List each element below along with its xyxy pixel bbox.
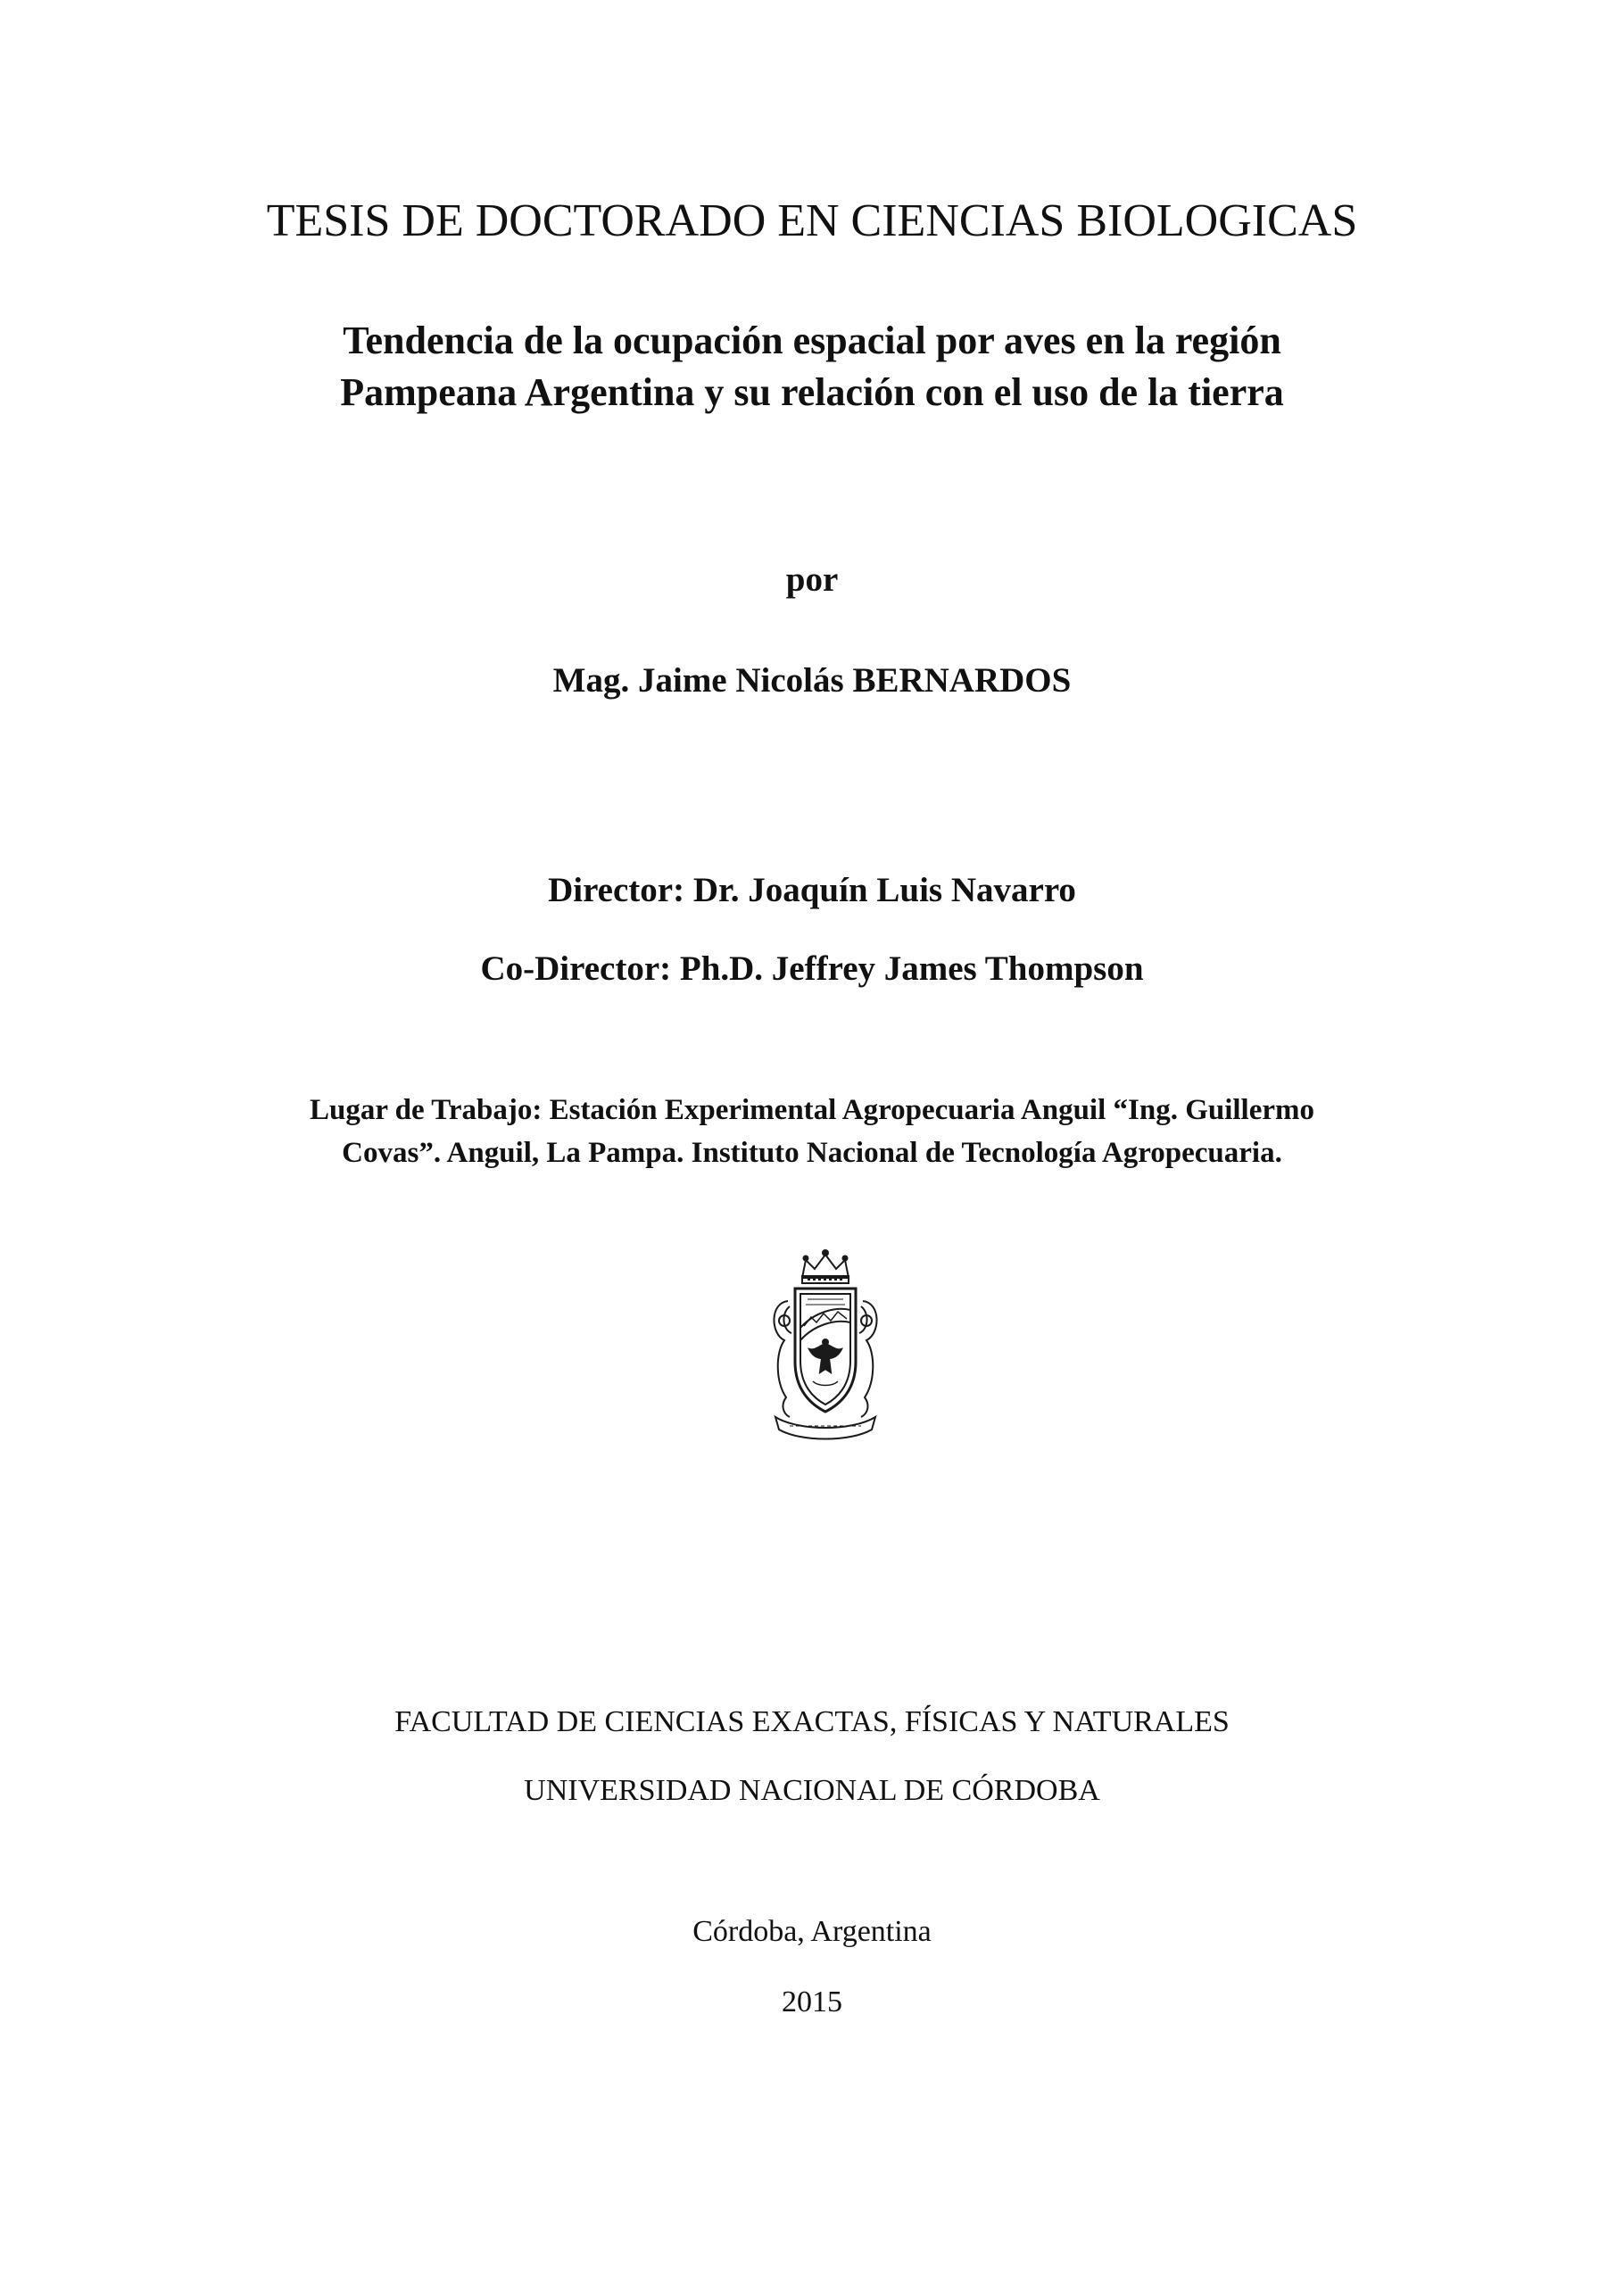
workplace-line-1: Lugar de Trabajo: Estación Experimental Agropecuaria Anguil “Ing. Guillermo bbox=[309, 1094, 1315, 1126]
degree-heading: TESIS DE DOCTORADO EN CIENCIAS BIOLOGICAS bbox=[266, 195, 1358, 246]
author-name: Mag. Jaime Nicolás BERNARDOS bbox=[552, 661, 1072, 700]
thesis-title-line-2: Pampeana Argentina y su relación con el uso de la tierra bbox=[340, 370, 1284, 414]
workplace-line-2: Covas”. Anguil, La Pampa. Instituto Nacional de Tecnología Agropecuaria. bbox=[342, 1137, 1282, 1169]
place-line: Córdoba, Argentina bbox=[692, 1915, 932, 1948]
university-name: UNIVERSIDAD NACIONAL DE CÓRDOBA bbox=[524, 1774, 1100, 1807]
thesis-title-line-1: Tendencia de la ocupación espacial por aves en la región bbox=[343, 319, 1281, 362]
faculty-name: FACULTAD DE CIENCIAS EXACTAS, FÍSICAS Y NATURALES bbox=[394, 1705, 1230, 1738]
university-crest-icon bbox=[763, 1247, 888, 1444]
by-label: por bbox=[785, 560, 839, 599]
year-line: 2015 bbox=[782, 1985, 842, 2018]
director-line: Director: Dr. Joaquín Luis Navarro bbox=[548, 871, 1076, 909]
co-director-line: Co-Director: Ph.D. Jeffrey James Thompson bbox=[480, 949, 1144, 988]
